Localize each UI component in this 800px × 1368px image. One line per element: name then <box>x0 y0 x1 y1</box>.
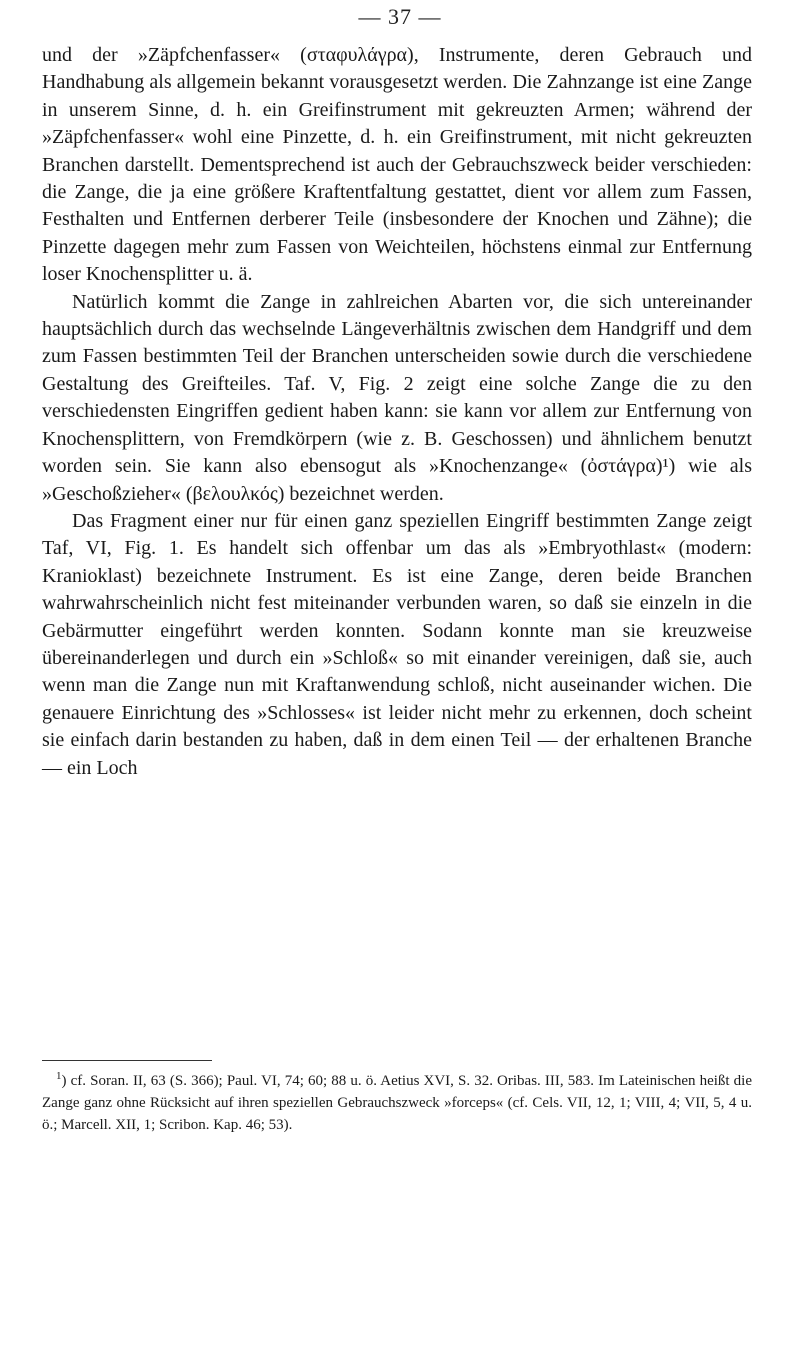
paragraph-3: Das Fragment einer nur für einen ganz speziellen Eingriff bestimmten Zange zeigt Taf, VI, Fig. 1. Es handelt sich offenbar um das als »Embryothlast« (modern: Kranioklast) bezeichnete Instrument. Es ist eine Zange, deren beide Branchen wahrwahrscheinlich nicht fest miteinander verbunden waren, so daß sie einzeln in die Gebärmutter eingeführt werden konnten. Sodann konnte man sie kreuzweise übereinanderlegen und durch ein »Schloß« so mit einander vereinigen, daß sie, auch wenn man die Zange nun mit Kraftanwendung schloß, nicht auseinander wichen. Die genauere Einrichtung des »Schlosses« ist leider nicht mehr zu erkennen, doch scheint sie einfach darin bestanden zu haben, daß in dem einen Teil — der erhaltenen Branche — ein Loch <box>42 509 752 779</box>
paragraph-1: und der »Zäpfchenfasser« (σταφυλάγρα), Instrumente, deren Gebrauch und Handhabung als allgemein bekannt vorausgesetzt werden. Die Zahnzange ist eine Zange in unserem Sinne, d. h. ein Greifinstrument mit gekreuzten Armen; während der »Zäpfchenfasser« wohl eine Pinzette, d. h. ein Greifinstrument, mit nicht gekreuzten Branchen darstellt. Dementsprechend ist auch der Gebrauchszweck beider verschieden: die Zange, die ja eine größere Kraftentfaltung gestattet, dient vor allem zum Fassen, Festhalten und Entfernen derberer Teile (insbesondere der Knochen und Zähne); die Pinzette dagegen mehr zum Fassen von Weichteilen, höchstens einmal zur Entfernung loser Knochensplitter u. ä. <box>42 44 752 286</box>
footnote-divider <box>42 1060 212 1061</box>
footnote-text: ) cf. Soran. II, 63 (S. 366); Paul. VI, 74; 60; 88 u. ö. Aetius XVI, S. 32. Oribas. III, 583. Im Lateinischen heißt die Zange ganz ohne Rücksicht auf ihren speziellen Gebrauchszweck »forceps« (cf. Cels. VII, 12, 1; VIII, 4; VII, 5, 4 u. ö.; Marcell. XII, 1; Scribon. Kap. 46; 53). <box>42 1073 752 1133</box>
main-text <box>42 42 752 782</box>
footnote-1 <box>42 1070 752 1136</box>
page-number: — 37 — <box>358 4 442 29</box>
paragraph-2: Natürlich kommt die Zange in zahlreichen Abarten vor, die sich untereinander hauptsächlich durch das wechselnde Längeverhältnis zwischen dem Handgriff und dem zum Fassen bestimmten Teil der Branchen unterscheiden sowie durch die verschiedene Gestaltung des Greifteiles. Taf. V, Fig. 2 zeigt eine solche Zange die zu den verschiedensten Eingriffen gedient haben kann: sie kann vor allem zur Entfernung von Knochensplittern, von Fremdkörpern (wie z. B. Geschossen) und ähnlichem benutzt worden sein. Sie kann also ebensogut als »Knochenzange« (ὀστάγρα)¹) wie als »Geschoßzieher« (βελουλκός) bezeichnet werden. <box>42 290 752 505</box>
footnote-mark: 1 <box>56 1070 62 1082</box>
footnotes <box>42 1070 752 1136</box>
